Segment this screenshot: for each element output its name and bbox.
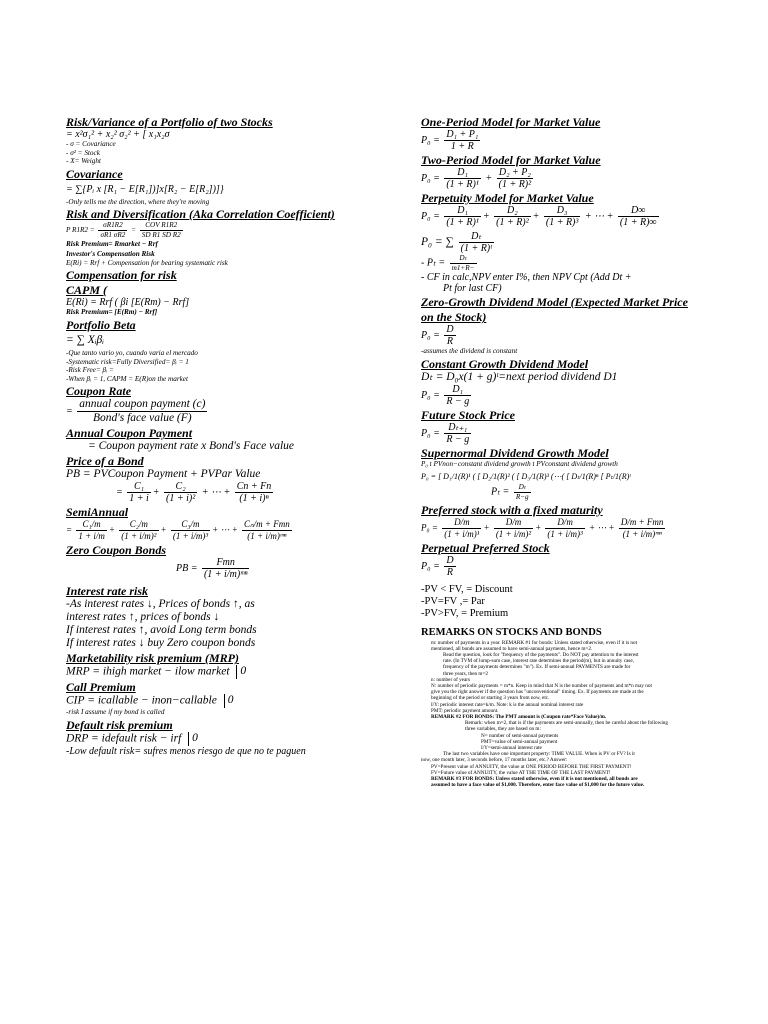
constant-growth-price xyxy=(421,384,763,407)
frac-num: annual coupon payment (c) xyxy=(79,398,206,411)
call-premium-title: Call Premium xyxy=(66,680,136,695)
semi-frac xyxy=(119,519,158,542)
perpetual-pref-title: Perpetual Preferred Stock xyxy=(421,540,550,555)
zero-growth-formula xyxy=(421,324,763,347)
frac-num: D/m xyxy=(494,517,533,529)
frac-num: D∞ xyxy=(618,205,659,217)
frac-num: C₁ xyxy=(127,481,151,493)
remark-line: frequency of the payments determines "m"). Ex. If semi-annual PAYMENTS are made for xyxy=(443,664,631,671)
formula-lhs: P₀ = xyxy=(421,522,438,533)
supernormal-pt xyxy=(421,483,763,501)
dots: + ⋯ + xyxy=(201,487,231,499)
pref-frac xyxy=(545,517,584,540)
perpetuity-bullet xyxy=(421,254,763,272)
perpetual-pref-section xyxy=(421,541,763,578)
zero-coupon-formula xyxy=(66,557,406,580)
remark-line: rate. (In TVM of lump-sum case, interest rate determines the period(m), but in annuity case, xyxy=(443,658,634,665)
irr-line: -As interest rates ↓, Prices of bonds ↑, as xyxy=(66,598,255,611)
perpetual-pref-formula xyxy=(421,555,763,578)
two-period-formula xyxy=(421,167,763,190)
right-column xyxy=(421,114,763,788)
formula-lhs: P₀ = xyxy=(421,560,440,572)
rho-label: P R1R2 = xyxy=(66,226,95,235)
coupon-rate-section xyxy=(66,384,406,425)
remark-line: Read the question, look for "frequency of the payments". Do NOT pay attention to the interest xyxy=(443,651,639,658)
portfolio-beta-formula: = ∑ Xᵢβᵢ xyxy=(66,333,105,346)
beta-note: -Risk Free= βᵢ = xyxy=(66,366,114,375)
portfolio-beta-title: Portfolio Beta xyxy=(66,317,136,332)
call-premium-formula xyxy=(66,694,406,708)
covariance-note: -Only tells me the direction, where they're moving xyxy=(66,197,210,206)
formula-lhs: P₀ = xyxy=(421,389,440,401)
pv-fv-line: -PV < FV, = Discount xyxy=(421,583,513,595)
default-risk-title: Default risk premium xyxy=(66,717,173,732)
zg-frac xyxy=(444,324,455,347)
constant-growth-section xyxy=(421,357,763,407)
interest-rate-risk-section xyxy=(66,584,406,650)
semiannual-section xyxy=(66,505,406,542)
remark-line: PMT: periodic payment amount. xyxy=(431,707,499,714)
one-period-title: One-Period Model for Market Value xyxy=(421,115,601,129)
semiannual-title: SemiAnnual xyxy=(66,505,129,520)
frac-den: m1+R− xyxy=(451,263,475,272)
perp-frac xyxy=(618,205,659,228)
two-period-frac xyxy=(497,167,534,190)
default-risk-note: -Low default risk= sufres menos riesgo de que no te paguen xyxy=(66,745,306,757)
price-bond-frac xyxy=(235,481,274,504)
frac-num: Dₜ₊₁ xyxy=(444,422,471,434)
frac-num: D₁ xyxy=(444,167,481,179)
risk-variance-title: Risk/Variance of a Portfolio of two Stocks xyxy=(66,115,273,129)
remark-line: N: number of periodic payments = m*n. Keep in mind that N is the number of payments and m*n may not xyxy=(431,682,652,689)
price-bond-frac xyxy=(127,481,151,504)
frac-den: R − g xyxy=(446,395,470,407)
perp-frac xyxy=(494,205,531,228)
frac-num: Cn + Fn xyxy=(236,481,272,493)
supernormal-title: Supernormal Dividend Growth Model xyxy=(421,445,609,460)
frac-den: (1 + R)¹ xyxy=(446,179,479,190)
remark-line: beginning of the period or starting 3 years from now, etc. xyxy=(431,695,550,702)
remark-line: n: number of years xyxy=(431,676,471,683)
frac-den: (1 + R)∞ xyxy=(619,217,657,228)
frac-den: (1 + i/m)ᵐⁿ xyxy=(203,569,248,581)
remark-line: REMARK #2 FOR BONDS: The PMT amount is (Coupon rate*Face Value)/m. xyxy=(431,714,607,720)
frac-den: (1 + i/m)² xyxy=(121,531,157,542)
frac-den: R xyxy=(446,566,454,578)
call-premium-note: -risk I assume if my bond is called xyxy=(66,708,165,717)
capm-premium: Risk Premium= [E(Rm) − Rrf] xyxy=(66,308,158,317)
frac-den: (1 + i/m)¹ xyxy=(444,528,480,539)
zero-growth-note: -assumes the dividend is constant xyxy=(421,347,518,356)
frac-num: D₁ + P₁ xyxy=(446,129,479,140)
portfolio-beta-section xyxy=(66,318,406,383)
frac-den: (1 + R)ᵗ xyxy=(460,243,492,254)
left-column xyxy=(66,114,406,757)
interest-rate-risk-title: Interest rate risk xyxy=(66,584,149,599)
remark-line: m: number of payments in a year. REMARK #1 for bonds: Unless stated otherwise, even if it is not xyxy=(431,639,638,646)
semi-frac xyxy=(76,519,107,542)
investor-comp-section xyxy=(66,250,406,267)
risk-diversification-title: Risk and Diversification (Aka Correlation Coefficient) xyxy=(66,207,335,222)
beta-note: -When βᵢ = 1, CAPM = E(R)on the market xyxy=(66,374,188,383)
spacer xyxy=(66,580,406,583)
formula-lhs: P₀ = ∑ xyxy=(421,236,454,249)
price-bond-line2: = $\frac{\text{C₁}}{1 + i}$ + $\frac{\text{C₂}}{\text{(1 + i)²}}$ + ⋯ + $\frac{Cn + Fn}{\text{(1 + i)ⁿ}}$ xyxy=(116,481,272,505)
risk-diversification-section xyxy=(66,207,406,248)
cip-box: 0 xyxy=(224,694,234,708)
zero-coupon-frac xyxy=(202,557,250,580)
mrp-section xyxy=(66,651,406,679)
coupon-rate-formula: = $\frac{\text{annual coupon payment (c)}}{\text{Bond's face value (F)}}$ xyxy=(66,398,206,425)
covariance-title: Covariance xyxy=(66,166,123,181)
frac-den: (1 + R)² xyxy=(496,217,529,228)
zero-growth-title: Zero-Growth Dividend Model (Expected Market Price xyxy=(421,295,688,310)
remark-line: assumed to have a face value of $1,000. Therefore, enter face value of $1,000 for the future value. xyxy=(431,782,645,789)
irr-line: If interest rates ↑, avoid Long term bonds xyxy=(66,624,257,637)
frac-num: D/m xyxy=(442,517,481,529)
perpetuity-bullet: - CF in calc,NPV enter I%, then NPV Cpt (Add Dt + xyxy=(421,272,632,284)
frac-num: Cₙ/m + Fmn xyxy=(244,519,290,530)
perpetuity-bullet-cont: Pt for last CF) xyxy=(443,283,502,295)
semi-frac xyxy=(242,519,292,542)
default-risk-section xyxy=(66,718,406,757)
rho-fraction-1 xyxy=(98,221,127,239)
remark-line: PMT=value of semi-annual payment xyxy=(481,738,558,745)
risk-variance-section xyxy=(66,115,406,166)
formula-lhs: Pₜ = xyxy=(491,486,510,498)
semi-frac xyxy=(171,519,210,542)
pp-frac xyxy=(444,555,455,578)
plus-sign: + xyxy=(485,172,493,184)
frac-den: (1 + i/m)² xyxy=(495,528,532,539)
perp-frac xyxy=(444,205,481,228)
one-period-section xyxy=(421,115,763,152)
remark-line: FV=Future value of ANNUITY, the value AT THE TIME OF THE LAST PAYMENT! xyxy=(431,769,611,776)
frac-den: SD R1 SD R2 xyxy=(141,230,181,239)
frac-num: D₁ xyxy=(444,384,471,396)
correlation-formula xyxy=(66,221,406,239)
perpetuity-sum xyxy=(421,228,763,254)
constant-growth-formula: Dₜ = D₀x(1 + g)ᵗ=next period dividend D1 xyxy=(421,370,618,383)
remark-line: The last two variables have one important property: TIME VALUE. When is PV or FV? Is it xyxy=(443,751,635,758)
zero-growth-title-2: on the Stock) xyxy=(421,310,487,325)
investor-comp-formula: E(Ri) = Rrf + Compensation for bearing systematic risk xyxy=(66,258,228,267)
annual-coupon-section xyxy=(66,426,406,453)
pt-frac xyxy=(450,254,477,272)
perpetuity-title: Perpetuity Model for Market Value xyxy=(421,191,594,205)
supernormal-formula: P₀ = [ D₁/1(R)¹ ( [ D₂/1(R)² ( [ D₃/1(R)³ (⋯( [ Dₜ/1(R)ⁿ [ Pₜ/1(R)ᵗ xyxy=(421,472,631,482)
pref-frac xyxy=(619,517,666,540)
risk-variance-note: - σ² = Stock xyxy=(66,148,100,157)
drp-box: 0 xyxy=(188,732,198,746)
frac-den: 1 + R xyxy=(450,141,474,152)
remark-line: three years, then m=2 xyxy=(443,670,488,677)
formula-lhs: PB = xyxy=(176,563,198,575)
remark-line: three variables, they are based on m: xyxy=(465,726,541,733)
frac-den: Bond's face value (F) xyxy=(93,412,192,425)
frac-den: (1 + R)³ xyxy=(545,217,579,228)
price-bond-title: Price of a Bond xyxy=(66,454,144,469)
frac-num: D₃ xyxy=(544,205,581,217)
frac-den: (1 + i/m)ᵐⁿ xyxy=(622,528,662,539)
formula-lhs: P₀ = xyxy=(421,329,440,341)
frac-den: (1 + i)² xyxy=(166,493,196,505)
risk-variance-formula: = x²σ₁² + x₂² σ₂² + [ x₁x₂σ xyxy=(66,129,170,140)
zero-coupon-section xyxy=(66,543,406,580)
pv-fv-line: -PV=FV ,= Par xyxy=(421,595,485,607)
frac-den: (1 + i)ⁿ xyxy=(239,493,269,505)
perpetuity-formula: P₀ = $\frac{\text{D₁}}{\text{(1 + R)¹}}$ + $\frac{\text{D₂}}{\text{(1 + R)²}}$ + $\frac{\text{D₃}}{\text{(1 + R)³}}$ + ⋯ + $\frac{D\infty}{(1 + R)\infty}$ xyxy=(421,205,657,228)
frac-num: Dₜ xyxy=(514,483,531,493)
annual-coupon-title: Annual Coupon Payment xyxy=(66,426,193,441)
investor-comp-title: Investor's Compensation Risk xyxy=(66,250,155,259)
coupon-rate-title: Coupon Rate xyxy=(66,384,132,399)
frac-den: (1 + R)¹ xyxy=(446,217,479,228)
frac-den: R−g xyxy=(515,492,529,501)
remarks-title: REMARKS ON STOCKS AND BONDS xyxy=(421,626,602,638)
remark-line: now, one month later, 3 seconds before, 17 months later, etc.? Answer: xyxy=(421,757,568,764)
frac-num: Dₜ xyxy=(459,231,494,243)
cg-frac xyxy=(444,384,471,407)
future-stock-formula xyxy=(421,422,763,445)
remark-line: I/Y=semi-annual interest rate xyxy=(481,745,542,752)
fs-frac xyxy=(444,422,471,445)
capm-section xyxy=(66,283,406,317)
drp-formula-text: DRP = idefault risk − irf xyxy=(66,732,182,745)
preferred-title: Preferred stock with a fixed maturity xyxy=(421,502,603,517)
risk-premium-formula: Risk Premium= Rmarket − Rrf xyxy=(66,239,158,248)
frac-num: C₁/m xyxy=(76,519,107,531)
remark-line: Remark: when m=2, that is if the payments are semi-annually, then be careful about the following xyxy=(465,720,668,727)
zero-coupon-title: Zero Coupon Bonds xyxy=(66,543,167,558)
pref-frac xyxy=(442,517,481,540)
frac-den: 1 + i/m xyxy=(78,531,105,542)
perpetuity-section xyxy=(421,191,763,294)
irr-line: interest rates ↑, prices of bonds ↓ xyxy=(66,611,220,624)
preferred-formula: P₀ = $\frac{D/m}{\text{(1 + i/m)¹}}$ + $\frac{D/m}{\text{(1 + i/m)²}}$ + $\frac{D/m}{\text{(1 + i/m)³}}$ + ⋯ + $\frac{\text{D/m + Fmn}}{\text{(1 + i/m)ᵐⁿ}}$ xyxy=(421,516,664,539)
remark-line: mentioned, all bonds are assumed to have semi-annual payments, hence m=2. xyxy=(431,645,593,652)
frac-num: D/m + Fmn xyxy=(620,516,664,527)
coupon-rate-fraction xyxy=(77,398,207,425)
risk-variance-note: - σ = Covariance xyxy=(66,140,116,148)
semiannual-formula: = $\frac{\text{C₁/m}}{1 + i/m}$ + $\frac{\text{C₂/m}}{\text{(1 + i/m)²}}$ + $\frac{\text{C₃/m}}{\text{(1 + i/m)³}}$ + ⋯ + $\frac{\text{Cₙ/m + Fmn}}{\text{(1 + i/m)ᵐⁿ}}$ xyxy=(66,519,290,542)
frac-num: C₂ xyxy=(164,481,197,493)
two-period-frac xyxy=(444,167,481,190)
frac-den: R xyxy=(446,336,454,348)
remark-line: I/Y: periodic interest rate=k/m. Note: k is the annual nominal interest rate xyxy=(431,701,584,708)
remark-line: N= number of semi-annual payments xyxy=(481,732,559,739)
remark-line: give you the right answer if the question has "unconventional" timing. Ex. If payments are made at the xyxy=(431,689,644,696)
frac-den: (1 + i/m)³ xyxy=(172,531,209,542)
frac-num: COV R1R2 xyxy=(140,221,183,231)
frac-den: (1 + i/m)ᵐⁿ xyxy=(247,531,287,542)
call-premium-section xyxy=(66,680,406,717)
preferred-section xyxy=(421,503,763,540)
beta-note: -Que tanto vario yo, cuando varia el mercado xyxy=(66,348,198,357)
supernormal-sub: P₀ t PVnon−constant dividend growth t PVconstant dividend growth xyxy=(421,459,618,468)
frac-num: D₂ + P₂ xyxy=(497,167,534,179)
covariance-formula: = ∑{Pᵢ x [R₁ − E[R₁])]x[R₂ − E[R₂])]} xyxy=(66,183,224,195)
comp-for-risk-title: Compensation for risk xyxy=(66,268,177,283)
mrp-formula xyxy=(66,665,406,679)
mrp-formula-text: MRP = ihigh market − ilow market xyxy=(66,665,230,678)
frac-num: D xyxy=(446,324,454,336)
sn-frac xyxy=(514,483,531,501)
frac-num: D/m xyxy=(545,517,584,529)
future-stock-title: Future Stock Price xyxy=(421,407,516,422)
equals-sign: = xyxy=(131,226,136,235)
frac-num: C₃/m xyxy=(171,519,210,531)
remarks-section xyxy=(421,626,763,789)
frac-num: D₁ xyxy=(444,205,481,217)
one-period-frac xyxy=(444,129,480,152)
dots: + ⋯ + xyxy=(584,210,614,222)
covariance-section xyxy=(66,167,406,207)
bullet-text: - Pₜ = xyxy=(421,257,446,269)
dots: + ⋯ + xyxy=(588,522,615,533)
pref-frac xyxy=(494,517,533,540)
frac-den: R − g xyxy=(446,433,470,445)
formula-lhs: P₀ = xyxy=(421,134,440,146)
frac-num: σR1R2 xyxy=(98,221,127,231)
cip-formula-text: CIP = icallable − inon−callable xyxy=(66,694,217,707)
price-bond-frac xyxy=(164,481,197,504)
frac-num: D₂ xyxy=(494,205,531,217)
price-bond-line1: PB = PVCoupon Payment + PVPar Value xyxy=(66,468,261,481)
mrp-box: 0 xyxy=(236,665,246,679)
formula-lhs: P₀ = xyxy=(421,172,440,184)
price-bond-section xyxy=(66,454,406,504)
pv-fv-section xyxy=(421,584,763,620)
one-period-formula xyxy=(421,129,763,152)
frac-den: (1 + R)² xyxy=(498,179,532,190)
risk-variance-note: - X= Weight xyxy=(66,157,101,166)
two-period-title: Two-Period Model for Market Value xyxy=(421,153,601,167)
remark-line: PV=Present value of ANNUITY, the value at ONE PERIOD BEFORE THE FIRST PAYMENT! xyxy=(431,763,632,770)
pv-fv-line: -PV>FV, = Premium xyxy=(421,607,509,619)
formula-lhs: P₀ = xyxy=(421,427,440,439)
zero-growth-section xyxy=(421,295,763,356)
future-stock-section xyxy=(421,408,763,445)
annual-coupon-formula: = Coupon payment rate x Bond's Face value xyxy=(88,440,294,453)
perp-sum-frac xyxy=(459,231,494,254)
capm-title: CAPM ( xyxy=(66,283,108,298)
beta-note: -Systematic risk=Fully Diversified= βᵢ = 1 xyxy=(66,357,189,366)
frac-num: D xyxy=(446,554,454,566)
perp-frac xyxy=(544,205,581,228)
formula-lhs: P₀ = xyxy=(421,210,440,222)
remark-line: REMARK #3 FOR BONDS: Unless stated otherwise, even if it is not mentioned, all bonds are xyxy=(431,776,638,783)
default-risk-formula xyxy=(66,732,406,746)
rho-fraction-2 xyxy=(140,221,183,239)
capm-formula: E(Ri) = Rrf ( βi [E(Rm) − Rrf] xyxy=(66,297,190,309)
frac-num: C₂/m xyxy=(119,519,158,531)
frac-den: 1 + i xyxy=(129,493,149,505)
mrp-title: Marketability risk premium (MRP) xyxy=(66,651,240,666)
two-period-section xyxy=(421,153,763,190)
frac-num: Dₜ xyxy=(450,254,477,264)
constant-growth-title: Constant Growth Dividend Model xyxy=(421,356,589,371)
frac-den: σR1 σR2 xyxy=(100,230,126,239)
supernormal-section xyxy=(421,446,763,502)
frac-den: (1 + i/m)³ xyxy=(547,528,583,539)
irr-line: If interest rates ↓ buy Zero coupon bonds xyxy=(66,637,256,650)
frac-num: Fmn xyxy=(202,557,250,569)
